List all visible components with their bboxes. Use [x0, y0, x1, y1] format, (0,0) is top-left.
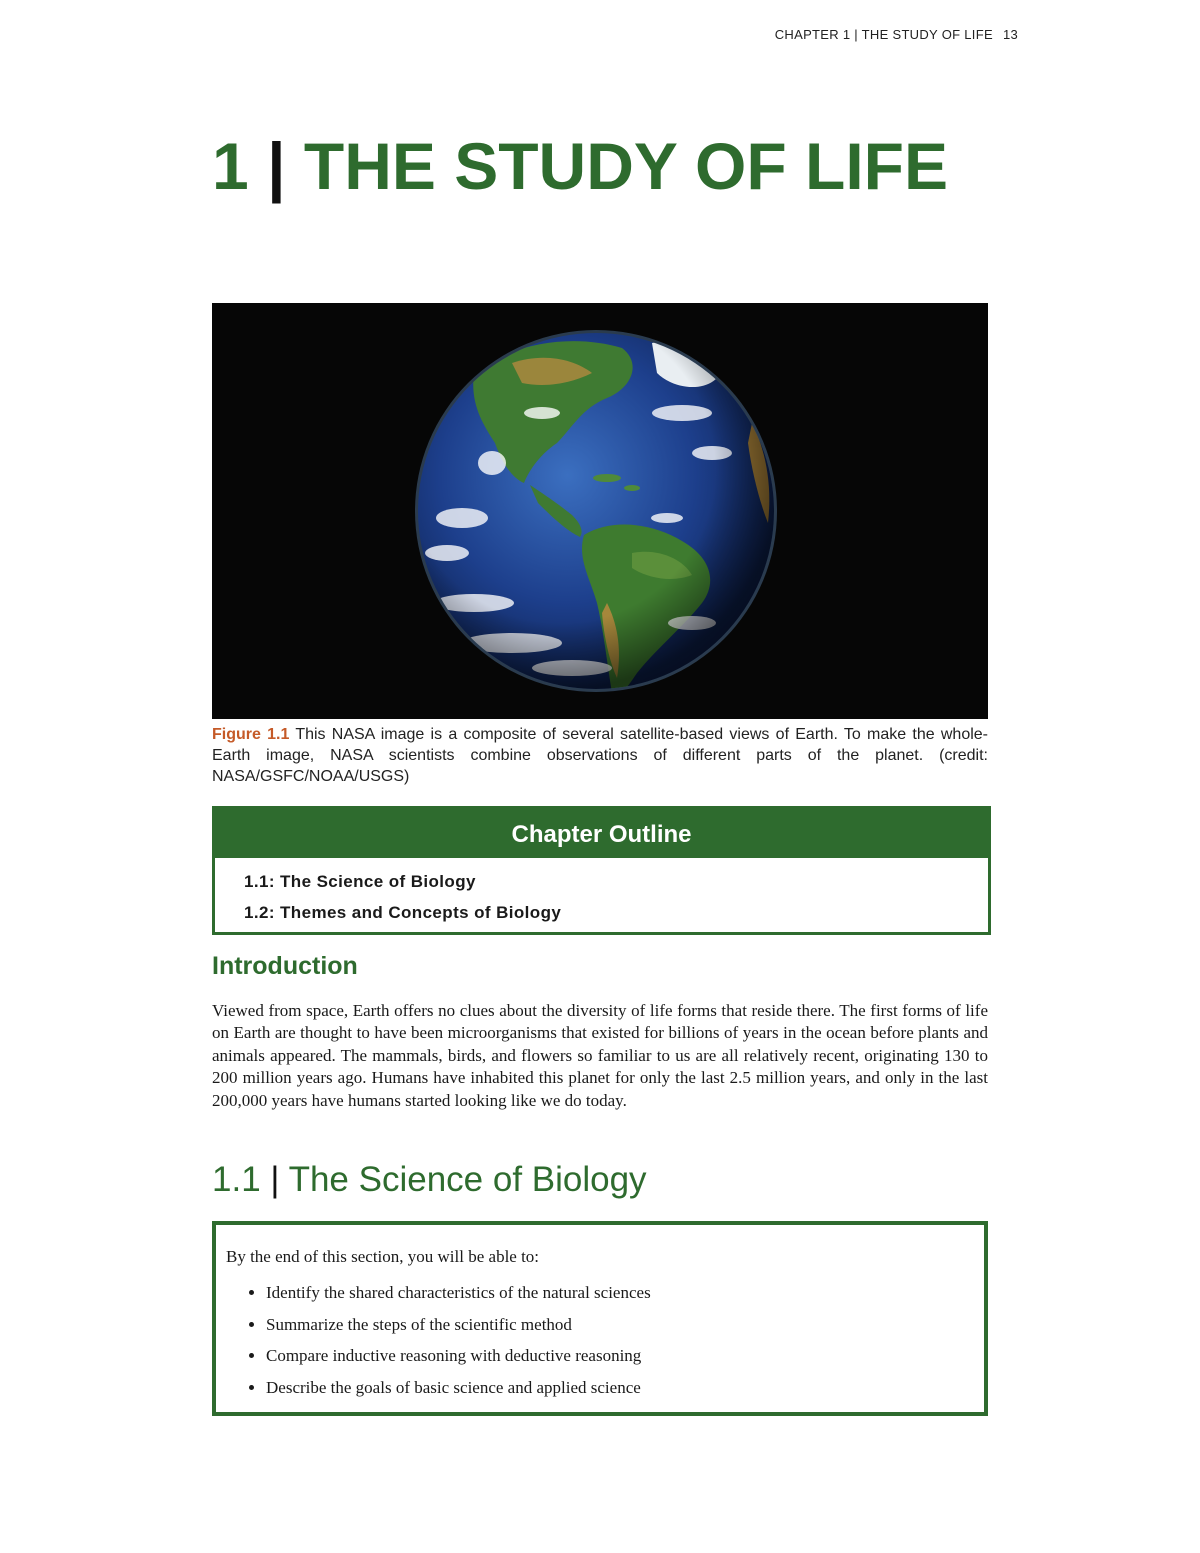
chapter-number: 1 [212, 129, 249, 203]
running-header-text: CHAPTER 1 | THE STUDY OF LIFE [774, 27, 993, 42]
section-number: 1.1 [212, 1160, 261, 1199]
section-separator: | [270, 1160, 280, 1199]
chapter-outline-box [212, 806, 991, 935]
figure-caption [212, 724, 988, 787]
objectives-list [226, 1277, 984, 1403]
section-heading [212, 1160, 647, 1200]
outline-item[interactable]: 1.1: The Science of Biology [244, 872, 476, 891]
introduction-heading: Introduction [212, 952, 358, 980]
page-number: 13 [1002, 27, 1018, 42]
chapter-outline-heading: Chapter Outline [215, 809, 988, 858]
learning-objectives-box [212, 1221, 988, 1416]
objective-item: • Describe the goals of basic science and applied science [266, 1372, 984, 1404]
earth-figure [212, 303, 988, 719]
chapter-title [212, 124, 972, 208]
chapter-title-text: THE STUDY OF LIFE [303, 129, 949, 203]
section-title: The Science of Biology [288, 1160, 647, 1199]
objective-item: • Summarize the steps of the scientific method [266, 1309, 984, 1341]
outline-item[interactable]: 1.2: Themes and Concepts of Biology [244, 903, 562, 922]
figure-label: Figure 1.1 [212, 726, 290, 743]
chapter-outline-list [215, 858, 988, 928]
title-separator: | [267, 129, 286, 203]
running-header [775, 27, 1018, 42]
objective-item: • Identify the shared characteristics of the natural sciences [266, 1277, 984, 1309]
introduction-paragraph: Viewed from space, Earth offers no clues about the diversity of life forms that reside there. The first forms of life on Earth are thought to have been microorganisms that existed for billions of years in the ocean before plants and animals appeared. The mammals, birds, and flowers so familiar to us are all relatively recent, originating 130 to 200 million years ago. Humans have inhabited this planet for only the last 2.5 million years, and only in the last 200,000 years have humans started looking like we do today. [212, 1001, 988, 1110]
earth-image [212, 303, 988, 719]
objectives-intro: By the end of this section, you will be able to: [226, 1247, 540, 1266]
objective-item: • Compare inductive reasoning with deductive reasoning [266, 1340, 984, 1372]
figure-caption-text: This NASA image is a composite of several satellite-based views of Earth. To make the whole-Earth image, NASA scientists combine observations of different parts of the planet. (credit: NASA/GSFC/NOAA/USGS) [212, 726, 988, 785]
